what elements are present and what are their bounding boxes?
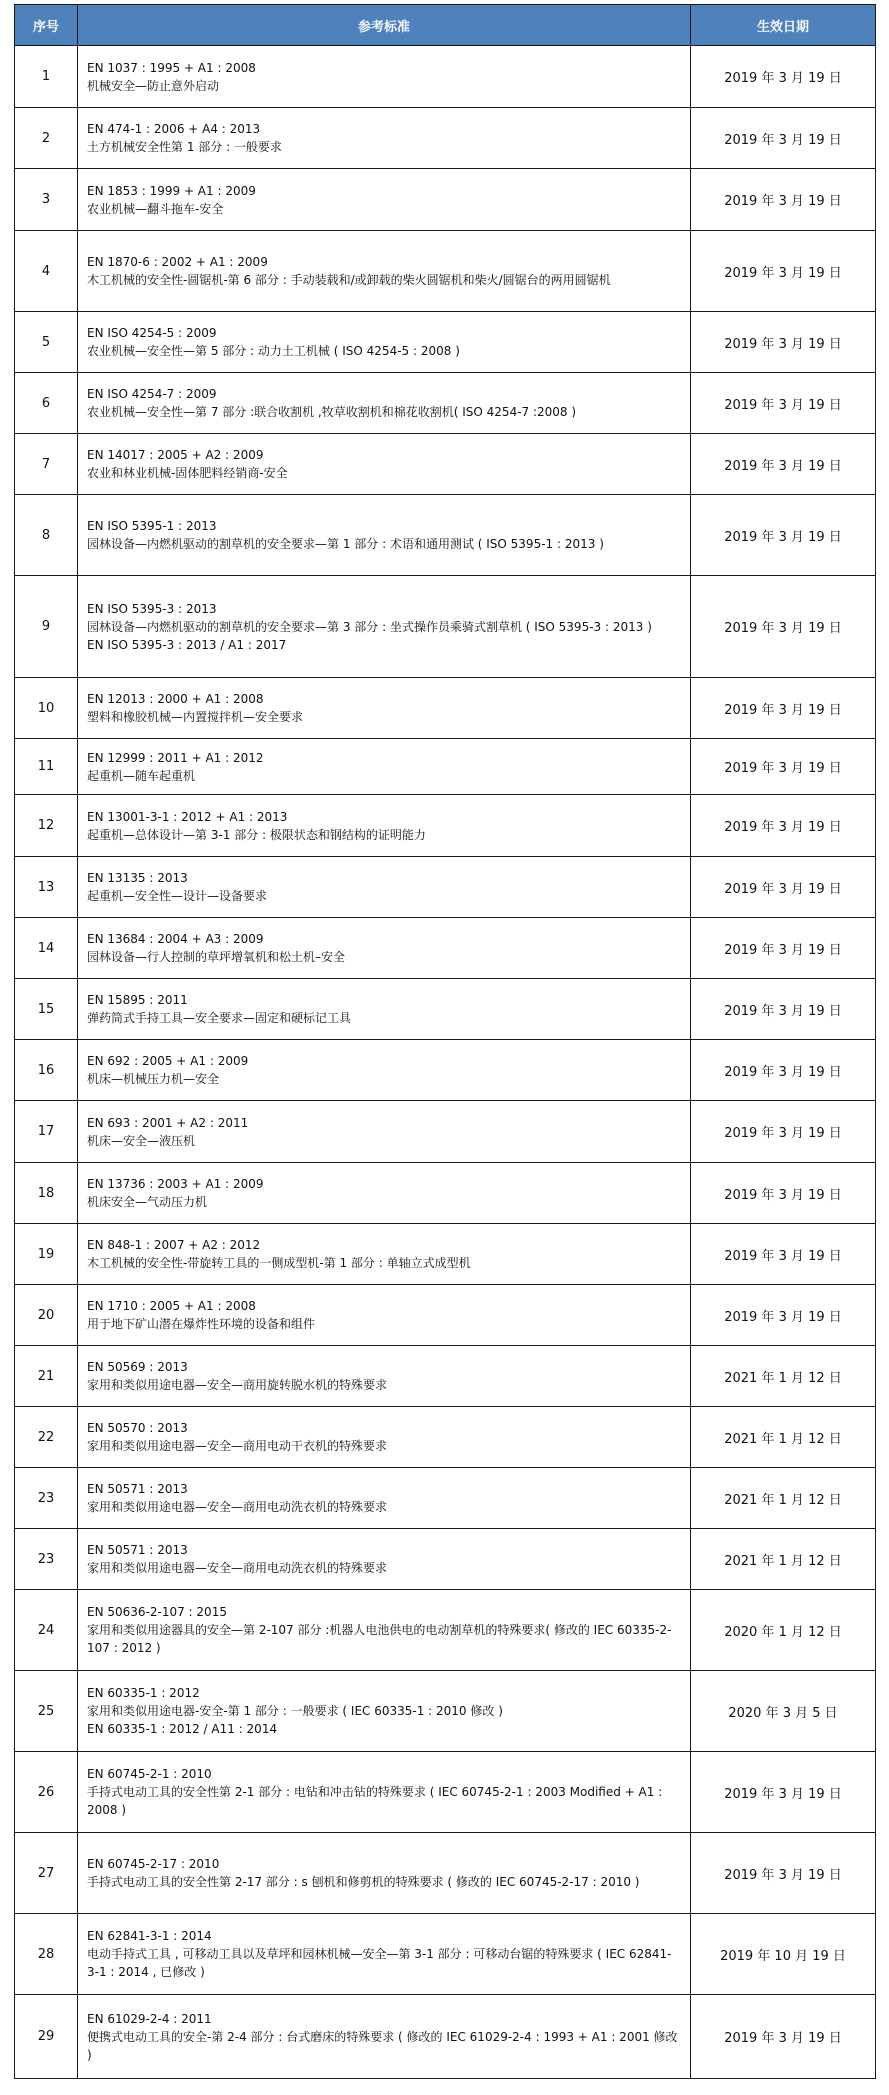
standard-code: EN 50636-2-107 : 2015 [87,1605,227,1619]
table-row [15,1407,876,1468]
standard-code: EN 12999 : 2011 + A1 : 2012 [87,750,264,765]
standard-code: EN 50571 : 2013 [87,1482,188,1496]
row-number: 10 [15,678,78,739]
standard-title: 起重机—安全性—设计—设备要求 [87,889,268,903]
standard-code: EN 50570 : 2013 [87,1421,188,1435]
reference-standard [78,739,691,795]
effective-date: 2019 年 3 月 19 日 [691,231,876,312]
reference-standard [78,495,691,576]
standard-title: 家用和类似用途电器—安全—商用电动干衣机的特殊要求 [87,1439,388,1453]
row-number: 22 [15,1407,78,1468]
effective-date: 2019 年 3 月 19 日 [691,373,876,434]
table-row [15,1163,876,1224]
reference-standard [78,1040,691,1101]
table-row [15,1224,876,1285]
row-number: 11 [15,739,78,795]
standard-code: EN 1710 : 2005 + A1 : 2008 [87,1299,256,1313]
standard-title: 农业和林业机械-固体肥料经销商-安全 [87,466,288,480]
header-effective-date: 生效日期 [691,5,876,46]
table-row [15,1468,876,1529]
table-row [15,373,876,434]
reference-standard [78,373,691,434]
reference-standard [78,312,691,373]
standard-code: EN 50569 : 2013 [87,1360,188,1374]
standard-title: 机床—机械压力机—安全 [87,1072,220,1086]
row-number: 5 [15,312,78,373]
effective-date: 2019 年 3 月 19 日 [691,678,876,739]
standard-title: 便携式电动工具的安全-第 2-4 部分 : 台式磨床的特殊要求 ( 修改的 IEC 61029-2-4 : 1993 + A1 : 2001 修改 ) [87,2029,678,2062]
standard-code: EN 13135 : 2013 [87,871,188,885]
table-row [15,1285,876,1346]
table-row [15,739,876,795]
reference-standard [78,1407,691,1468]
standard-code: EN 693 : 2001 + A2 : 2011 [87,1115,249,1130]
row-number: 24 [15,1590,78,1671]
standard-title: 木工机械的安全性-带旋转工具的一侧成型机-第 1 部分 : 单轴立式成型机 [87,1256,471,1270]
standard-title: 农业机械—安全性—第 7 部分 :联合收割机 ,牧草收割机和棉花收割机( ISO 4254-7 :2008 ) [87,405,577,419]
standard-code: EN 848-1 : 2007 + A2 : 2012 [87,1238,261,1252]
standard-code: EN 61029-2-4 : 2011 [87,2011,212,2026]
effective-date: 2019 年 3 月 19 日 [691,46,876,108]
row-number: 16 [15,1040,78,1101]
table-row [15,979,876,1040]
header-no: 序号 [15,5,78,46]
effective-date: 2019 年 3 月 19 日 [691,857,876,918]
standard-title: 园林设备—内燃机驱动的割草机的安全要求—第 3 部分 : 坐式操作员乘骑式割草机 ( ISO 5395-3 : 2013 ) [87,619,652,634]
table-row [15,108,876,169]
effective-date: 2019 年 3 月 19 日 [691,576,876,678]
row-number: 15 [15,979,78,1040]
effective-date: 2020 年 1 月 12 日 [691,1590,876,1671]
standard-title: 家用和类似用途器具的安全—第 2-107 部分 :机器人电池供电的电动割草机的特殊要求( 修改的 IEC 60335-2-107 : 2012 ) [87,1623,672,1655]
row-number: 7 [15,434,78,495]
effective-date: 2021 年 1 月 12 日 [691,1529,876,1590]
standard-code: EN 1870-6 : 2002 + A1 : 2009 [87,255,268,269]
reference-standard [78,434,691,495]
standard-title: 手持式电动工具的安全性第 2-1 部分 : 电钻和冲击钻的特殊要求 ( IEC 60745-2-1 : 2003 Modified + A1 : 2008 ) [87,1785,663,1817]
standard-code: EN ISO 4254-7 : 2009 [87,387,217,401]
standard-code: EN 60745-2-1 : 2010 [87,1767,212,1781]
row-number: 8 [15,495,78,576]
table-header-row [15,5,876,46]
row-number: 28 [15,1914,78,1995]
row-number: 2 [15,108,78,169]
effective-date: 2019 年 3 月 19 日 [691,495,876,576]
table-row [15,312,876,373]
effective-date: 2021 年 1 月 12 日 [691,1346,876,1407]
row-number: 3 [15,169,78,231]
effective-date: 2021 年 1 月 12 日 [691,1407,876,1468]
standard-title: 木工机械的安全性-圆锯机-第 6 部分 : 手动装载和/或卸载的柴火圆锯机和柴火/圆锯台的两用圆锯机 [87,273,611,287]
row-number: 23 [15,1468,78,1529]
effective-date: 2019 年 3 月 19 日 [691,1285,876,1346]
effective-date: 2019 年 3 月 19 日 [691,312,876,373]
standard-code: EN ISO 4254-5 : 2009 [87,326,217,340]
reference-standard [78,1995,691,2079]
header-standard: 参考标准 [78,5,691,46]
reference-standard [78,1163,691,1224]
reference-standard [78,1468,691,1529]
effective-date: 2019 年 3 月 19 日 [691,795,876,857]
reference-standard [78,1833,691,1914]
table-row [15,1590,876,1671]
standard-code: EN ISO 5395-3 : 2013 [87,601,217,616]
standard-code: EN ISO 5395-1 : 2013 [87,519,217,533]
table-row [15,169,876,231]
row-number: 4 [15,231,78,312]
reference-standard [78,678,691,739]
reference-standard [78,1671,691,1752]
effective-date: 2019 年 3 月 19 日 [691,979,876,1040]
standard-code: EN 14017 : 2005 + A2 : 2009 [87,448,264,462]
table-row [15,231,876,312]
row-number: 21 [15,1346,78,1407]
table-row [15,1529,876,1590]
standard-title: 农业机械—翻斗拖车-安全 [87,201,224,216]
standard-title: 园林设备—行人控制的草坪增氧机和松土机–安全 [87,950,346,964]
row-number: 6 [15,373,78,434]
standard-title: 机床安全—气动压力机 [87,1195,208,1209]
standard-title: 起重机—随车起重机 [87,768,196,783]
reference-standard [78,1529,691,1590]
reference-standard [78,576,691,678]
standard-title: 家用和类似用途电器—安全—商用电动洗衣机的特殊要求 [87,1500,388,1514]
table-row [15,857,876,918]
row-number: 27 [15,1833,78,1914]
row-number: 19 [15,1224,78,1285]
table-row [15,495,876,576]
row-number: 25 [15,1671,78,1752]
standard-code: EN 60745-2-17 : 2010 [87,1857,220,1871]
row-number: 29 [15,1995,78,2079]
row-number: 13 [15,857,78,918]
table-row [15,1914,876,1995]
standard-title: 农业机械—安全性—第 5 部分 : 动力土工机械 ( ISO 4254-5 : 2008 ) [87,344,460,358]
effective-date: 2020 年 3 月 5 日 [691,1671,876,1752]
standard-title: 手持式电动工具的安全性第 2-17 部分 : s 刨机和修剪机的特殊要求 ( 修改的 IEC 60745-2-17 : 2010 ) [87,1875,640,1889]
standard-code: EN 13736 : 2003 + A1 : 2009 [87,1177,264,1191]
table-row [15,678,876,739]
standard-code: EN 474-1 : 2006 + A4 : 2013 [87,122,261,136]
table-row [15,1671,876,1752]
reference-standard [78,1285,691,1346]
reference-standard [78,1224,691,1285]
reference-standard [78,1752,691,1833]
effective-date: 2019 年 3 月 19 日 [691,1995,876,2079]
reference-standard [78,231,691,312]
reference-standard [78,169,691,231]
standard-title: 家用和类似用途电器-安全-第 1 部分 : 一般要求 ( IEC 60335-1 : 2010 修改 ) [87,1704,503,1718]
standard-code: EN 15895 : 2011 [87,993,188,1007]
standard-code: EN 1853 : 1999 + A1 : 2009 [87,183,256,198]
table-row [15,795,876,857]
effective-date: 2019 年 3 月 19 日 [691,169,876,231]
reference-standard [78,1101,691,1163]
effective-date: 2019 年 3 月 19 日 [691,1224,876,1285]
standard-code: EN 50571 : 2013 [87,1543,188,1557]
standard-code: EN 62841-3-1 : 2014 [87,1929,212,1943]
row-number: 20 [15,1285,78,1346]
standard-title: 弹药筒式手持工具—安全要求—固定和硬标记工具 [87,1011,352,1025]
effective-date: 2019 年 3 月 19 日 [691,108,876,169]
row-number: 17 [15,1101,78,1163]
effective-date: 2021 年 1 月 12 日 [691,1468,876,1529]
row-number: 26 [15,1752,78,1833]
effective-date: 2019 年 3 月 19 日 [691,918,876,979]
standard-code: EN 13684 : 2004 + A3 : 2009 [87,932,264,946]
reference-standard [78,918,691,979]
reference-standard [78,1346,691,1407]
standard-title: EN 60335-1 : 2012 / A11 : 2014 [87,1722,278,1736]
standards-table [14,4,876,2079]
table-row [15,1346,876,1407]
standard-title: 机械安全—防止意外启动 [87,78,220,93]
standard-title: 用于地下矿山潜在爆炸性环境的设备和组件 [87,1317,316,1331]
table-row [15,434,876,495]
standard-title: 家用和类似用途电器—安全—商用旋转脱水机的特殊要求 [87,1378,388,1392]
effective-date: 2019 年 3 月 19 日 [691,1101,876,1163]
effective-date: 2019 年 3 月 19 日 [691,739,876,795]
row-number: 14 [15,918,78,979]
effective-date: 2019 年 3 月 19 日 [691,1752,876,1833]
table-row [15,1833,876,1914]
effective-date: 2019 年 3 月 19 日 [691,1163,876,1224]
standard-title: 电动手持式工具 , 可移动工具以及草坪和园林机械—安全—第 3-1 部分 : 可移动台锯的特殊要求 ( IEC 62841-3-1 : 2014 , 已修改 ) [87,1947,672,1979]
reference-standard [78,857,691,918]
table-row [15,1101,876,1163]
row-number: 18 [15,1163,78,1224]
table-row [15,576,876,678]
table-row [15,1752,876,1833]
reference-standard [78,1914,691,1995]
effective-date: 2019 年 3 月 19 日 [691,1833,876,1914]
standard-code: EN 13001-3-1 : 2012 + A1 : 2013 [87,809,288,824]
reference-standard [78,979,691,1040]
standard-title: EN ISO 5395-3 : 2013 / A1 : 2017 [87,637,287,652]
reference-standard [78,1590,691,1671]
effective-date: 2019 年 3 月 19 日 [691,1040,876,1101]
table-row [15,1040,876,1101]
table-row [15,918,876,979]
standard-title: 园林设备—内燃机驱动的割草机的安全要求—第 1 部分 : 术语和通用测试 ( ISO 5395-1 : 2013 ) [87,537,604,551]
standard-code: EN 60335-1 : 2012 [87,1686,200,1700]
standard-title: 塑料和橡胶机械—内置搅拌机—安全要求 [87,710,304,724]
row-number: 23 [15,1529,78,1590]
reference-standard [78,795,691,857]
table-row [15,1995,876,2079]
effective-date: 2019 年 10 月 19 日 [691,1914,876,1995]
row-number: 9 [15,576,78,678]
table-row [15,46,876,108]
standard-code: EN 12013 : 2000 + A1 : 2008 [87,692,264,706]
row-number: 12 [15,795,78,857]
standard-title: 家用和类似用途电器—安全—商用电动洗衣机的特殊要求 [87,1561,388,1575]
reference-standard [78,108,691,169]
table-body [15,46,876,2079]
standard-code: EN 1037 : 1995 + A1 : 2008 [87,60,256,75]
standard-code: EN 692 : 2005 + A1 : 2009 [87,1054,249,1068]
standard-title: 起重机—总体设计—第 3-1 部分 : 极限状态和钢结构的证明能力 [87,827,426,842]
standard-title: 机床—安全—液压机 [87,1133,196,1148]
row-number: 1 [15,46,78,108]
standard-title: 土方机械安全性第 1 部分 : 一般要求 [87,140,282,154]
effective-date: 2019 年 3 月 19 日 [691,434,876,495]
reference-standard [78,46,691,108]
